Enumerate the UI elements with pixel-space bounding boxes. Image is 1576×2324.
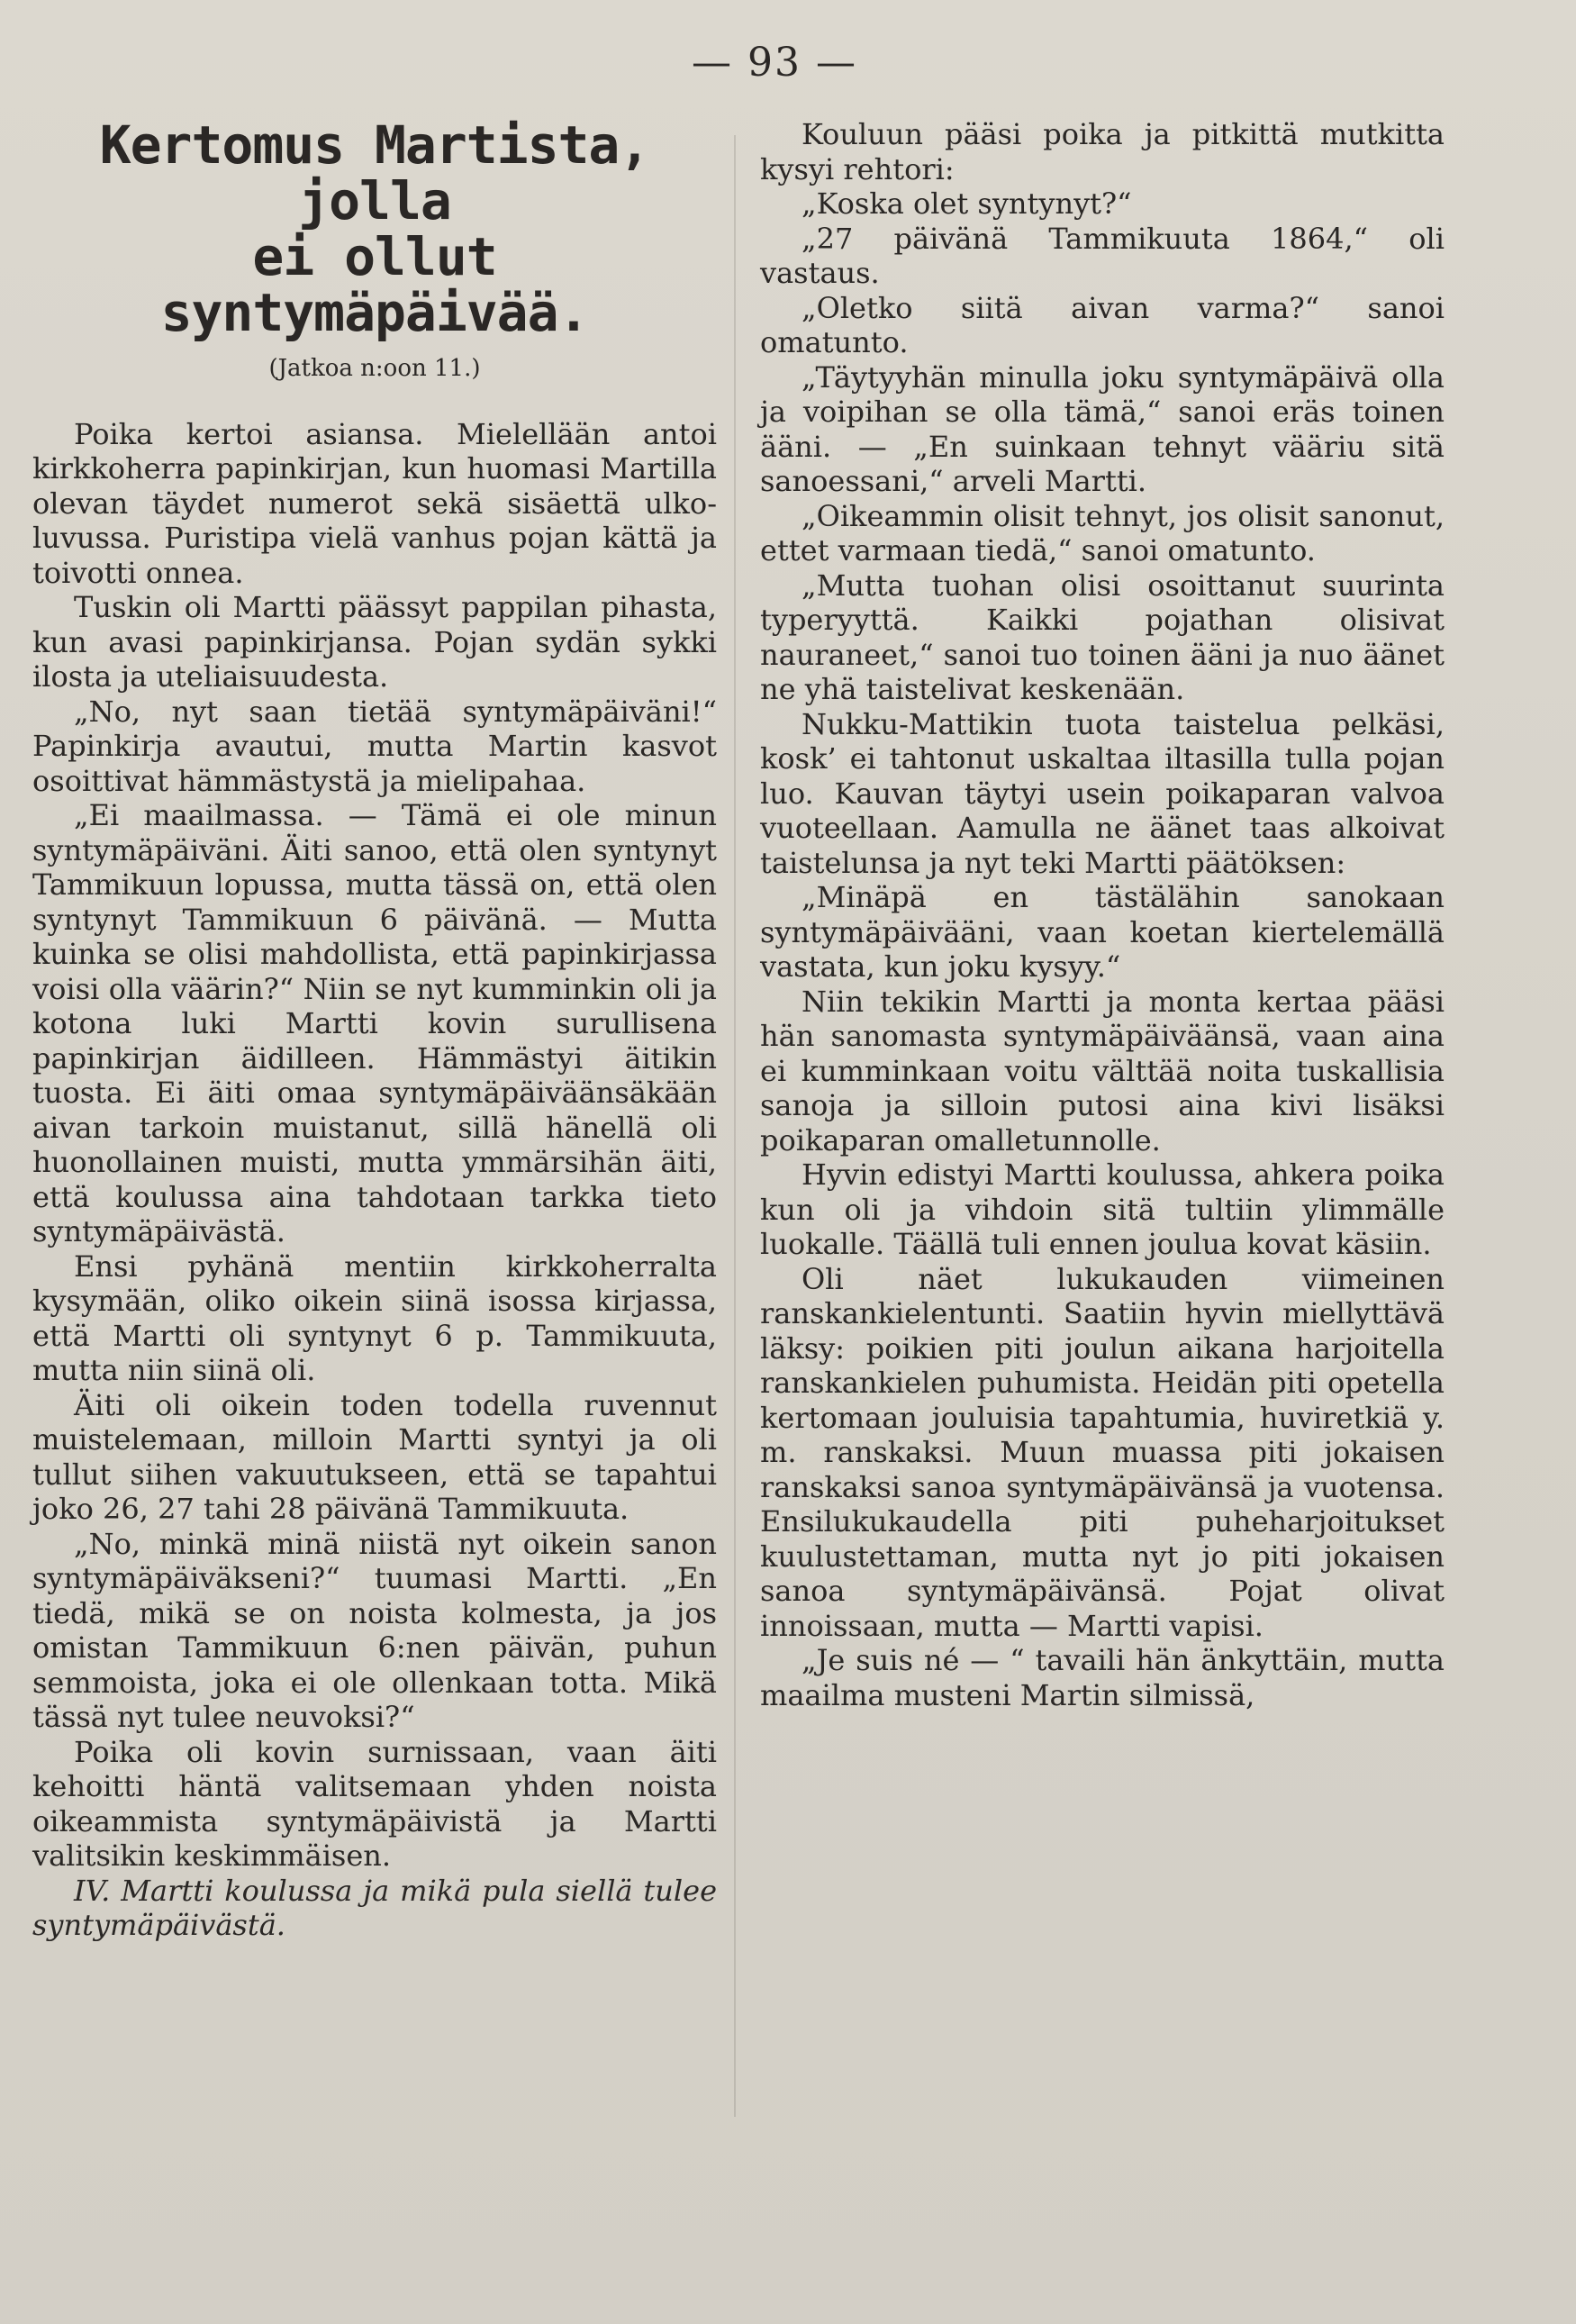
left-column [32,114,717,1943]
paragraph: Tuskin oli Martti päässyt pappilan pihasta, kun avasi papinkirjansa. Pojan sydän sykki ilosta ja uteliaisuudesta. [32,590,717,694]
paragraph: „Mutta tuohan olisi osoittanut suurinta typeryyttä. Kaikki pojathan olisivat nauraneet,“ sanoi tuo toinen ääni ja nuo äänet ne yhä taistelivat keskenään. [760,567,1445,706]
paragraph: „Je suis né — “ tavaili hän änkyttäin, mutta maailma musteni Martin silmissä, [760,1643,1445,1712]
paragraph: Äiti oli oikein toden todella ruvennut muistelemaan, milloin Martti syntyi ja oli tullut siihen vakuutukseen, että se tapahtui joko 26, 27 tahi 28 päivänä Tammikuuta. [32,1387,717,1526]
paragraph: „Oletko siitä aivan varma?“ sanoi omatunto. [760,290,1445,359]
paragraph: Oli näet lukukauden viimeinen ranskankielentunti. Saatiin hyvin miellyttävä läksy: poikien piti joulun aikana harjoitella ranskankielen puhumista. Heidän piti opetella kertomaan jouluisia tapahtumia, huviretkiä y. m. ranskaksi. Muun muassa piti jokaisen ranskaksi sanoa syntymäpäivänsä ja vuotensa. Ensilukukaudella piti puheharjoitukset kuulustettaman, mutta nyt jo piti jokaisen sanoa syntymäpäivänsä. Pojat olivat innoissaan, mutta — Martti vapisi. [760,1261,1445,1643]
paragraph: „Täytyyhän minulla joku syntymäpäivä olla ja voipihan se olla tämä,“ sanoi eräs toinen ääni. — „En suinkaan tehnyt vääriu sitä sanoessani,“ arveli Martti. [760,359,1445,498]
paragraph: Niin tekikin Martti ja monta kertaa pääsi hän sanomasta syntymäpäiväänsä, vaan aina ei kumminkaan voitu välttää noita tuskallisia sanoja ja silloin putosi aina kivi lisäksi poikaparan omalletunnolle. [760,984,1445,1157]
section-heading: IV. Martti koulussa ja mikä pula siellä tulee syntymäpäivästä. [32,1873,717,1942]
paragraph: „27 päivänä Tammikuuta 1864,“ oli vastaus. [760,221,1445,290]
paragraph: Kouluun pääsi poika ja pitkittä mutkitta kysyi rehtori: [760,117,1445,186]
paragraph: „No, minkä minä niistä nyt oikein sanon syntymäpäiväkseni?“ tuumasi Martti. „En tiedä, mikä se on noista kolmesta, ja jos omistan Tammikuun 6:nen päivän, puhun semmoista, joka ei ole ollenkaan totta. Mikä tässä nyt tulee neuvoksi?“ [32,1526,717,1734]
paragraph: Nukku-Mattikin tuota taistelua pelkäsi, kosk’ ei tahtonut uskaltaa iltasilla tulla pojan luo. Kauvan täytyi usein poikaparan valvoa vuoteellaan. Aamulla ne äänet taas alkoivat taistelunsa ja nyt teki Martti päätöksen: [760,706,1445,880]
article-title-line-2: ei ollut syntymäpäivää. [160,226,589,343]
paragraph: Ensi pyhänä mentiin kirkkoherralta kysymään, oliko oikein siinä isossa kirjassa, että Martti oli syntynyt 6 p. Tammikuuta, mutta niin siinä oli. [32,1248,717,1387]
paragraph: Poika kertoi asiansa. Mielellään antoi kirkkoherra papinkirjan, kun huomasi Martilla olevan täydet numerot sekä sisäettä ulko-luvussa. Puristipa vielä vanhus pojan kättä ja toivotti onnea. [32,416,717,590]
paragraph: „Oikeammin olisit tehnyt, jos olisit sanonut, ettet varmaan tiedä,“ sanoi omatunto. [760,498,1445,567]
paragraph: „Ei maailmassa. — Tämä ei ole minun syntymäpäiväni. Äiti sanoo, että olen syntynyt Tammikuun lopussa, mutta tässä on, että olen syntynyt Tammikuun 6 päivänä. — Mutta kuinka se olisi mahdollista, että papinkirjassa voisi olla väärin?“ Niin se nyt kumminkin oli ja kotona luki Martti kovin surullisena papinkirjan äidilleen. Hämmästyi äitikin tuosta. Ei äiti omaa syntymäpäiväänsäkään aivan tarkoin muistanut, sillä hänellä oli huonollainen muisti, mutta ymmärsihän äiti, että koulussa aina tahdotaan tarkka tieto syntymäpäivästä. [32,798,717,1248]
paragraph: Poika oli kovin surnissaan, vaan äiti kehoitti häntä valitsemaan yhden noista oikeammista syntymäpäivistä ja Martti valitsikin keskimmäisen. [32,1734,717,1873]
paragraph: „No, nyt saan tietää syntymäpäiväni!“ Papinkirja avautui, mutta Martin kasvot osoittivat hämmästystä ja mielipahaa. [32,694,717,798]
paragraph: „Minäpä en tästälähin sanokaan syntymäpäivääni, vaan koetan kiertelemällä vastata, kun joku kysyy.“ [760,880,1445,984]
article-title-line-1: Kertomus Martista, jolla [99,114,650,231]
article-title [32,114,717,343]
paragraph: Hyvin edistyi Martti koulussa, ahkera poika kun oli ja vihdoin sitä tultiin ylimmälle luokalle. Täällä tuli ennen joulua kovat käsiin. [760,1157,1445,1261]
right-column [760,117,1445,1712]
paragraph: „Koska olet syntynyt?“ [802,186,1132,221]
article-subtitle: (Jatkoa n:oon 11.) [268,355,481,382]
column-divider [734,135,736,2117]
page-number: — 93 — [692,40,857,86]
